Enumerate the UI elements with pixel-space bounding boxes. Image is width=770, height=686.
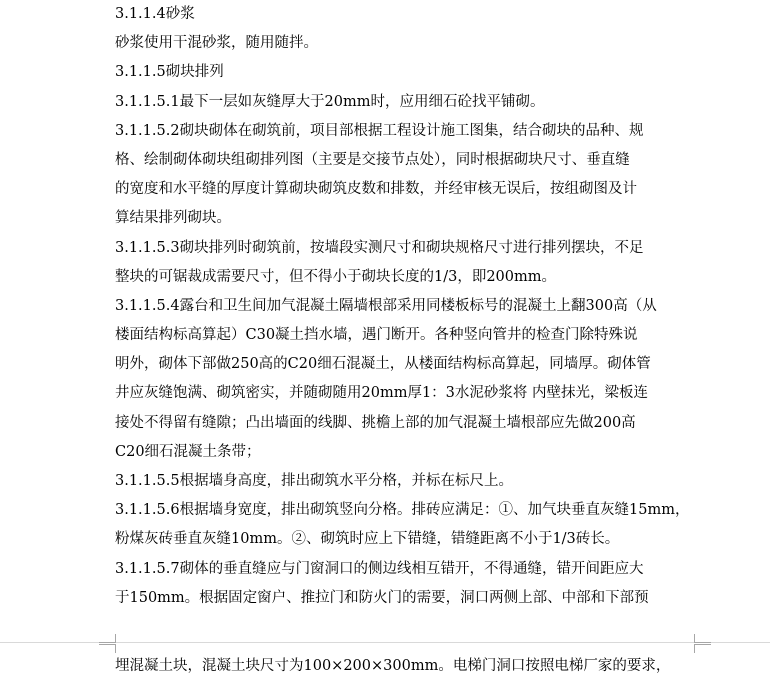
paragraph-line: 明外，砌体下部做250高的C20细石混凝土，从楼面结构标高算起，同墙厚。砌体管 (115, 356, 651, 373)
paragraph-line: 的宽度和水平缝的厚度计算砌块砌筑皮数和排数，并经审核无误后，按组砌图及计 (115, 181, 637, 198)
paragraph-line: 3.1.1.5.7砌体的垂直缝应与门窗洞口的侧边线相互错开，不得通缝，错开间距应大 (115, 560, 644, 577)
paragraph-line: 3.1.1.5.2砌块砌体在砌筑前，项目部根据工程设计施工图集，结合砌块的品种、规 (115, 122, 644, 139)
corner-mark-top-left-icon (99, 634, 116, 643)
paragraph-line: 砂浆使用干混砂浆，随用随拌。 (115, 35, 318, 52)
section-heading-3-1-1-4: 3.1.1.4砂浆 (115, 6, 195, 22)
paragraph-line: 整块的可锯裁成需要尺寸，但不得小于砌块长度的1/3，即200mm。 (115, 268, 557, 285)
paragraph-line: 格、绘制砌体砌块组砌排列图（主要是交接节点处），同时根据砌块尺寸、垂直缝 (115, 151, 630, 168)
corner-mark-top-right-icon (694, 634, 711, 643)
paragraph-line: 3.1.1.5.3砌块排列时砌筑前，按墙段实测尺寸和砌块规格尺寸进行排列摆块，不足 (115, 239, 644, 256)
section-heading-3-1-1-5: 3.1.1.5砌块排列 (115, 64, 224, 81)
paragraph-line: 3.1.1.5.4露台和卫生间加气混凝土隔墙根部采用同楼板标号的混凝土上翻300高（从 (115, 297, 657, 314)
paragraph-line: 井应灰缝饱满、砌筑密实，并随砌随用20mm厚1：3水泥砂浆将 内壁抹光，梁板连 (115, 385, 649, 402)
paragraph-line: 楼面结构标高算起）C30凝土挡水墙，遇门断开。各种竖向管井的检查门除特殊说 (115, 327, 638, 344)
next-page-body (115, 652, 715, 681)
corner-mark-bottom-left-icon (99, 644, 116, 653)
paragraph-line: 3.1.1.5.5根据墙身高度，排出砌筑水平分格，并标在标尺上。 (115, 473, 514, 489)
paragraph-line: 埋混凝土块，混凝土块尺寸为100×200×300mm。电梯门洞口按照电梯厂家的要求， (115, 658, 671, 674)
paragraph-line: 算结果排列砌块。 (115, 210, 231, 227)
paragraph-line: C20细石混凝土条带； (115, 443, 261, 460)
paragraph-line: 粉煤灰砖垂直灰缝10mm。②、砌筑时应上下错缝，错缝距离不小于1/3砖长。 (115, 531, 620, 548)
document-body (115, 0, 693, 613)
paragraph-line: 3.1.1.5.1最下一层如灰缝厚大于20mm时，应用细石砼找平铺砌。 (115, 93, 545, 110)
paragraph-line: 接处不得留有缝隙；凸出墙面的线脚、挑檐上部的加气混凝土墙根部应先做200高 (115, 414, 636, 431)
paragraph-line: 于150mm。根据固定窗户、推拉门和防火门的需要，洞口两侧上部、中部和下部预 (115, 589, 649, 606)
paragraph-line: 3.1.1.5.6根据墙身宽度，排出砌筑竖向分格。排砖应满足：①、加气块垂直灰缝15mm， (115, 502, 690, 519)
